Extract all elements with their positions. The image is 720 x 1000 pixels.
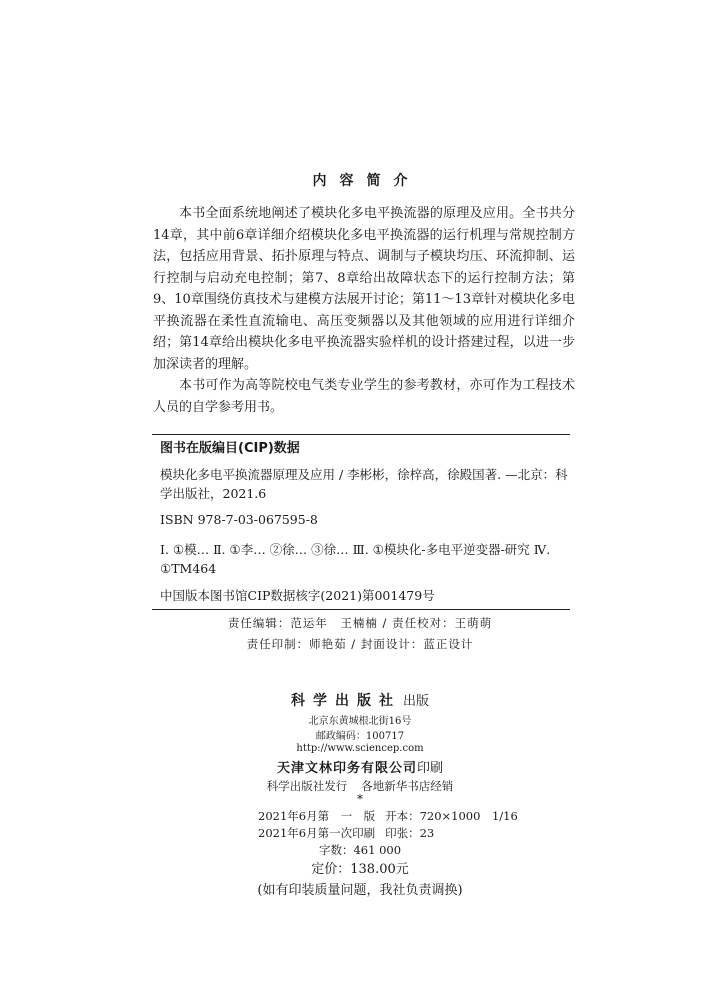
- summary-paragraph-1: 本书全面系统地阐述了模块化多电平换流器的原理及应用。全书共分14章，其中前6章详细介绍模块化多电平换流器的运行机理与常规控制方法，包括应用背景、拓扑原理与特点、调制与子模块均压、环流抑制、运行控制与启动充电控制；第7、8章给出故障状态下的运行控制方法；第9、10章围绕仿真技术与建模方法展开讨论；第11～13章针对模块化多电平换流器在柔性直流输电、高压变频器以及其他领域的应用进行详细介绍；第14章给出模块化多电平换流器实验样机的设计搭建过程，以进一步加深读者的理解。: [153, 206, 575, 372]
- cip-classification: Ⅰ. ①模… Ⅱ. ①李… ②徐… ③徐… Ⅲ. ①模块化-多电平逆变器-研究 Ⅳ. ①TM464: [160, 542, 551, 576]
- edition-line: [258, 808, 518, 824]
- separator-star: *: [357, 792, 363, 806]
- publisher-name: 科学出版社: [290, 693, 401, 709]
- printing-line: [258, 825, 434, 841]
- print-date: 2021年6月第一次印刷: [258, 826, 376, 840]
- printer-line: [0, 757, 720, 776]
- page-title: 内容简介: [312, 173, 421, 189]
- issuer: 科学出版社发行: [266, 779, 348, 793]
- summary-text: [153, 203, 575, 418]
- publisher-line: [0, 690, 720, 710]
- quality-notice: (如有印装质量问题，我社负责调换): [257, 883, 463, 898]
- publisher-url: http://www.sciencep.com: [296, 743, 424, 754]
- seller: 各地新华书店经销: [361, 779, 454, 793]
- edition-date: 2021年6月第 一 版: [258, 809, 376, 823]
- book-format: 开本：720×1000 1/16: [385, 809, 518, 823]
- editor-credits: 责任编辑：范运年 王楠楠 / 责任校对：王萌萌: [227, 616, 493, 630]
- cip-heading: 图书在版编目(CIP)数据: [160, 441, 300, 456]
- printer-name: 天津文林印务有限公司: [276, 761, 417, 776]
- summary-paragraph-2: 本书可作为高等院校电气类专业学生的参考教材，亦可作为工程技术人员的自学参考用书。: [153, 378, 575, 415]
- publisher-postcode: 邮政编码：100717: [315, 731, 405, 742]
- divider-top: [152, 434, 570, 435]
- cip-isbn: ISBN 978-7-03-067595-8: [160, 512, 318, 527]
- divider-bottom: [152, 609, 570, 610]
- publisher-role: 出版: [402, 694, 429, 709]
- print-sheets: 印张：23: [385, 826, 435, 840]
- production-credits: 责任印制：师艳茹 / 封面设计：蓝正设计: [246, 637, 474, 651]
- price: 定价：138.00元: [311, 862, 409, 877]
- printer-role: 印刷: [417, 761, 444, 776]
- publisher-address: 北京东黄城根北街16号: [308, 716, 412, 727]
- cip-approval-number: 中国版本图书馆CIP数据核字(2021)第001479号: [160, 588, 435, 603]
- cip-bibliographic-entry: 模块化多电平换流器原理及应用 / 李彬彬，徐梓高，徐殿国著. —北京：科学出版社，2021.6: [160, 467, 568, 501]
- word-count: 字数：461 000: [318, 843, 402, 857]
